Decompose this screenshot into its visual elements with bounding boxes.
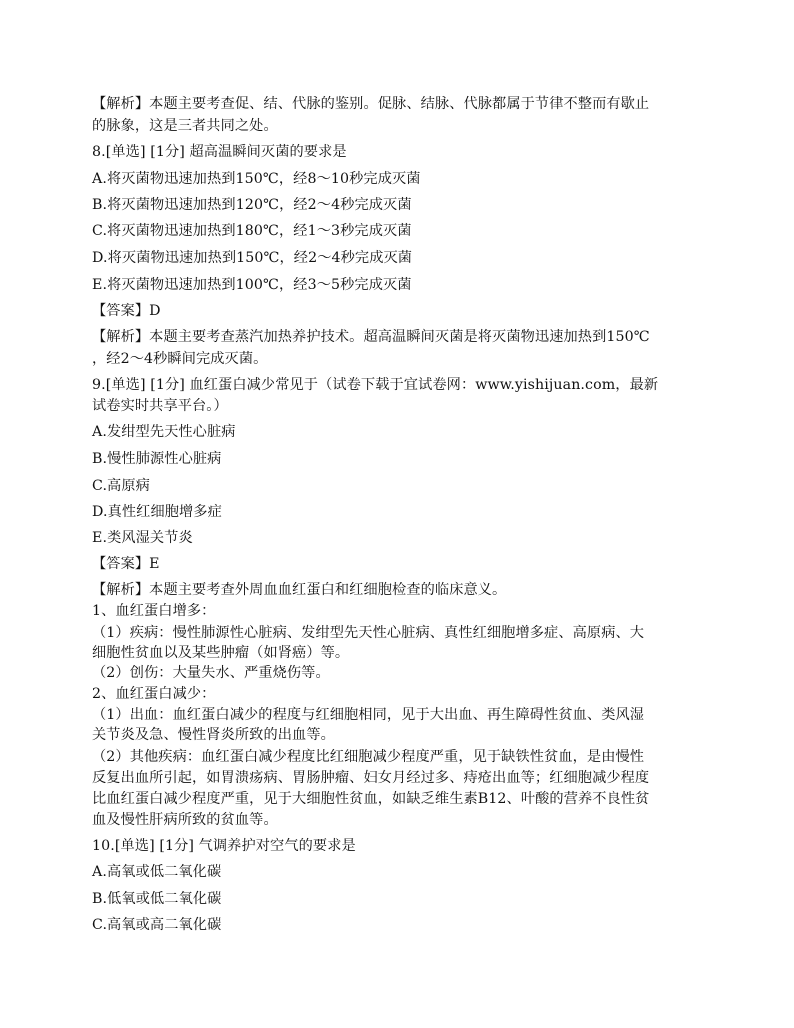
question-9-stem: 试卷实时共享平台。） bbox=[92, 398, 228, 414]
analysis-line: （1）出血：血红蛋白减少的程度与红细胞相同，见于大出血、再生障碍性贫血、类风湿 bbox=[92, 707, 645, 723]
analysis-line: 1、血红蛋白增多： bbox=[92, 603, 216, 619]
analysis-line: 【解析】本题主要考查促、结、代脉的鉴别。促脉、结脉、代脉都属于节律不整而有歇止 bbox=[92, 96, 650, 112]
question-8-stem: 8.[单选] [1分] 超高温瞬间灭菌的要求是 bbox=[92, 144, 347, 160]
analysis-line: 2、血红蛋白减少： bbox=[92, 686, 216, 702]
option-a: A.高氧或低二氧化碳 bbox=[92, 864, 222, 880]
question-10-stem: 10.[单选] [1分] 气调养护对空气的要求是 bbox=[92, 838, 356, 854]
analysis-line: （2）其他疾病：血红蛋白减少程度比红细胞减少程度严重，见于缺铁性贫血，是由慢性 bbox=[92, 749, 645, 765]
analysis-line: 的脉象，这是三者共同之处。 bbox=[92, 118, 278, 134]
analysis-line: 反复出血所引起，如胃溃疡病、胃肠肿瘤、妇女月经过多、痔疮出血等；红细胞减少程度 bbox=[92, 770, 650, 786]
analysis-line: 血及慢性肝病所致的贫血等。 bbox=[92, 812, 278, 828]
analysis-line: 细胞性贫血以及某些肿瘤（如肾癌）等。 bbox=[92, 645, 350, 661]
analysis-line: 比血红蛋白减少程度严重，见于大细胞性贫血，如缺乏维生素B12、叶酸的营养不良性贫 bbox=[92, 791, 650, 807]
question-9-stem: 9.[单选] [1分] 血红蛋白减少常见于（试卷下载于宜试卷网：www.yishijuan.com，最新 bbox=[92, 377, 659, 393]
option-e: E.类风湿关节炎 bbox=[92, 530, 193, 546]
analysis-line: 【解析】本题主要考查外周血血红蛋白和红细胞检查的临床意义。 bbox=[92, 582, 507, 598]
option-b: B.将灭菌物迅速加热到120℃，经2～4秒完成灭菌 bbox=[92, 197, 412, 213]
analysis-line: （2）创伤：大量失水、严重烧伤等。 bbox=[92, 665, 330, 681]
option-a: A.发绀型先天性心脏病 bbox=[92, 424, 236, 440]
option-d: D.将灭菌物迅速加热到150℃，经2～4秒完成灭菌 bbox=[92, 250, 413, 266]
option-b: B.低氧或低二氧化碳 bbox=[92, 891, 222, 907]
analysis-line: 【解析】本题主要考查蒸汽加热养护技术。超高温瞬间灭菌是将灭菌物迅速加热到150℃ bbox=[92, 329, 650, 345]
analysis-line: （1）疾病：慢性肺源性心脏病、发绀型先天性心脏病、真性红细胞增多症、高原病、大 bbox=[92, 625, 645, 641]
option-a: A.将灭菌物迅速加热到150℃，经8～10秒完成灭菌 bbox=[92, 171, 421, 187]
answer-line: 【答案】D bbox=[92, 303, 161, 319]
option-c: C.将灭菌物迅速加热到180℃，经1～3秒完成灭菌 bbox=[92, 223, 412, 239]
option-e: E.将灭菌物迅速加热到100℃，经3～5秒完成灭菌 bbox=[92, 277, 412, 293]
option-c: C.高氧或高二氧化碳 bbox=[92, 917, 222, 933]
answer-line: 【答案】E bbox=[92, 556, 160, 572]
analysis-line: ，经2～4秒瞬间完成灭菌。 bbox=[92, 351, 268, 367]
analysis-line: 关节炎及急、慢性肾炎所致的出血等。 bbox=[92, 727, 335, 743]
option-c: C.高原病 bbox=[92, 478, 150, 494]
option-d: D.真性红细胞增多症 bbox=[92, 504, 222, 520]
option-b: B.慢性肺源性心脏病 bbox=[92, 451, 222, 467]
